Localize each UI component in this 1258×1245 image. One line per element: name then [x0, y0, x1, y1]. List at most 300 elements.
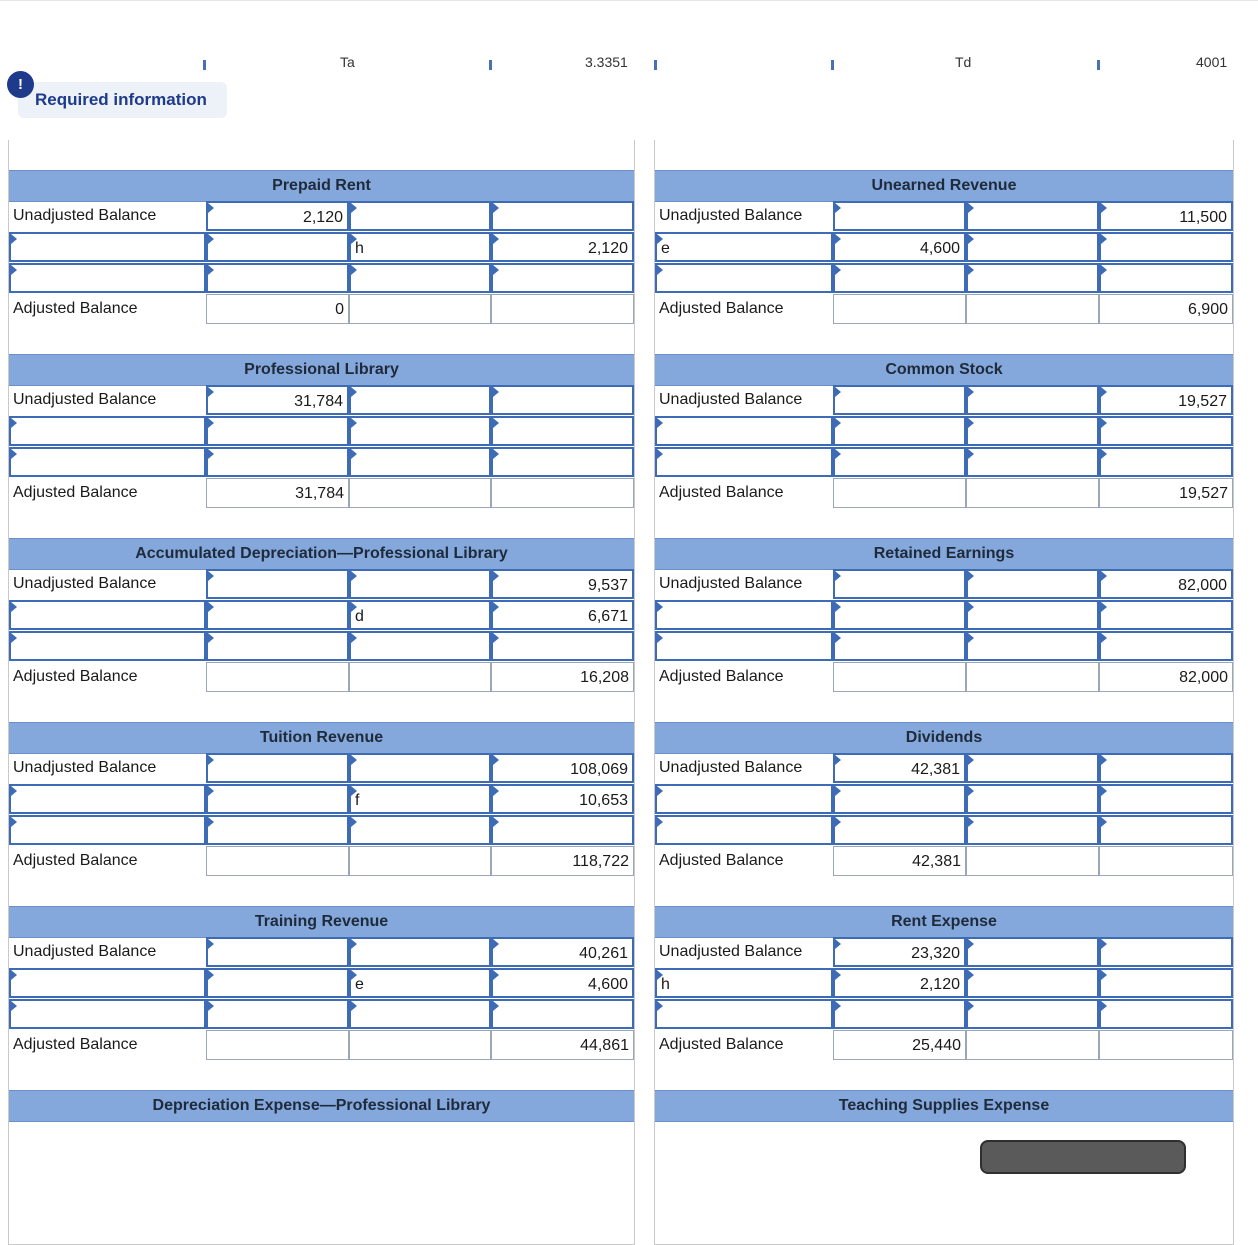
- debit-cell: 31,784: [206, 478, 349, 508]
- reference-cell[interactable]: [966, 447, 1099, 477]
- row-label: Adjusted Balance: [659, 300, 784, 317]
- dropdown-marker-icon: [835, 817, 841, 827]
- cut-tick: [203, 60, 206, 70]
- cut-tick: [831, 60, 834, 70]
- credit-cell[interactable]: [1099, 600, 1233, 630]
- cut-text: Td: [955, 54, 972, 70]
- debit-cell[interactable]: [206, 968, 349, 998]
- credit-cell-text: 6,671: [587, 608, 628, 625]
- row-label: Adjusted Balance: [13, 484, 138, 501]
- debit-cell-text: 31,784: [294, 393, 343, 410]
- ledger-row: [9, 999, 634, 1029]
- dropdown-marker-icon: [968, 602, 974, 612]
- debit-cell[interactable]: [833, 600, 966, 630]
- ledger-row: [655, 385, 1233, 415]
- dropdown-marker-icon: [968, 970, 974, 980]
- credit-cell: [491, 478, 634, 508]
- credit-cell: [1099, 846, 1233, 876]
- ledger-row: [655, 263, 1233, 293]
- dropdown-marker-icon: [11, 1001, 17, 1011]
- dropdown-marker-icon: [835, 571, 841, 581]
- dropdown-marker-icon: [493, 203, 499, 213]
- row-label: Adjusted Balance: [659, 1036, 784, 1053]
- row-label[interactable]: [9, 784, 206, 814]
- dropdown-marker-icon: [351, 602, 357, 612]
- row-label[interactable]: [655, 784, 833, 814]
- row-label-text: e: [661, 240, 670, 257]
- dropdown-marker-icon: [493, 449, 499, 459]
- ledger-row: [9, 631, 634, 661]
- reference-cell: [349, 846, 491, 876]
- reference-cell[interactable]: [966, 968, 1099, 998]
- dropdown-marker-icon: [11, 970, 17, 980]
- dropdown-marker-icon: [1101, 817, 1107, 827]
- row-label[interactable]: [655, 999, 833, 1029]
- credit-cell[interactable]: [1099, 815, 1233, 845]
- cut-tick: [489, 60, 492, 70]
- row-label: Unadjusted Balance: [13, 943, 157, 960]
- row-label: Adjusted Balance: [13, 852, 138, 869]
- ledger-row: [655, 201, 1233, 231]
- credit-cell[interactable]: [1099, 385, 1233, 415]
- account-title: Prepaid Rent: [9, 170, 634, 202]
- reference-cell[interactable]: [966, 416, 1099, 446]
- account-title: Teaching Supplies Expense: [655, 1090, 1233, 1122]
- dropdown-marker-icon: [657, 817, 663, 827]
- dropdown-marker-icon: [835, 633, 841, 643]
- dropdown-marker-icon: [11, 786, 17, 796]
- next-button[interactable]: [980, 1140, 1186, 1174]
- dropdown-marker-icon: [493, 265, 499, 275]
- dropdown-marker-icon: [968, 418, 974, 428]
- ledger-row: [9, 815, 634, 845]
- row-label: Unadjusted Balance: [659, 207, 803, 224]
- row-label[interactable]: [9, 600, 206, 630]
- ledger-row: [655, 968, 1233, 998]
- dropdown-marker-icon: [968, 755, 974, 765]
- row-label[interactable]: [9, 815, 206, 845]
- debit-cell-text: 2,120: [302, 209, 343, 226]
- debit-cell[interactable]: [206, 631, 349, 661]
- ledger-account: [9, 1060, 634, 1244]
- reference-cell[interactable]: [349, 416, 491, 446]
- row-label[interactable]: [9, 416, 206, 446]
- dropdown-marker-icon: [1101, 602, 1107, 612]
- row-label: Adjusted Balance: [13, 300, 138, 317]
- dropdown-marker-icon: [835, 418, 841, 428]
- cut-text: 4001: [1196, 54, 1228, 70]
- credit-cell[interactable]: [1099, 968, 1233, 998]
- dropdown-marker-icon: [208, 418, 214, 428]
- reference-cell: [349, 478, 491, 508]
- credit-cell[interactable]: [491, 784, 634, 814]
- reference-cell[interactable]: [349, 631, 491, 661]
- dropdown-marker-icon: [968, 265, 974, 275]
- debit-cell: 42,381: [833, 846, 966, 876]
- dropdown-marker-icon: [1101, 203, 1107, 213]
- credit-cell-text: 40,261: [579, 945, 628, 962]
- dropdown-marker-icon: [968, 939, 974, 949]
- debit-cell[interactable]: [206, 753, 349, 783]
- reference-cell[interactable]: [966, 569, 1099, 599]
- credit-cell-text: 11,500: [1179, 209, 1227, 226]
- reference-cell[interactable]: [966, 600, 1099, 630]
- debit-cell[interactable]: [206, 999, 349, 1029]
- dropdown-marker-icon: [835, 203, 841, 213]
- debit-cell[interactable]: [206, 815, 349, 845]
- reference-cell[interactable]: [349, 232, 491, 262]
- row-label: Unadjusted Balance: [13, 391, 157, 408]
- row-label: Adjusted Balance: [659, 668, 784, 685]
- reference-cell[interactable]: [966, 937, 1099, 967]
- reference-cell[interactable]: [349, 753, 491, 783]
- debit-cell[interactable]: [833, 815, 966, 845]
- debit-cell[interactable]: [206, 201, 349, 231]
- credit-cell: [1099, 1030, 1233, 1060]
- credit-cell: [491, 294, 634, 324]
- row-label[interactable]: [9, 232, 206, 262]
- credit-cell[interactable]: [1099, 263, 1233, 293]
- account-title: Tuition Revenue: [9, 722, 634, 754]
- ledger-account: [655, 876, 1233, 1060]
- debit-cell[interactable]: [206, 416, 349, 446]
- account-title: Common Stock: [655, 354, 1233, 386]
- row-label[interactable]: [655, 968, 833, 998]
- dropdown-marker-icon: [968, 817, 974, 827]
- dropdown-marker-icon: [208, 786, 214, 796]
- account-title: Depreciation Expense—Professional Library: [9, 1090, 634, 1122]
- dropdown-marker-icon: [968, 449, 974, 459]
- ledger-row: [9, 569, 634, 599]
- debit-cell[interactable]: [833, 753, 966, 783]
- row-label[interactable]: [9, 447, 206, 477]
- dropdown-marker-icon: [208, 571, 214, 581]
- ledger-row: [9, 753, 634, 783]
- credit-cell: 16,208: [491, 662, 634, 692]
- dropdown-marker-icon: [493, 633, 499, 643]
- debit-cell[interactable]: [833, 263, 966, 293]
- ledger-row: [9, 416, 634, 446]
- credit-cell: 19,527: [1099, 478, 1233, 508]
- debit-cell[interactable]: [833, 447, 966, 477]
- reference-cell[interactable]: [349, 600, 491, 630]
- ledger-row: [9, 263, 634, 293]
- credit-cell-text: 4,600: [587, 976, 628, 993]
- row-label: Unadjusted Balance: [13, 207, 157, 224]
- reference-cell[interactable]: [966, 753, 1099, 783]
- debit-cell[interactable]: [206, 784, 349, 814]
- dropdown-marker-icon: [493, 234, 499, 244]
- required-info-label[interactable]: Required information: [35, 90, 207, 109]
- reference-cell[interactable]: [966, 631, 1099, 661]
- dropdown-marker-icon: [11, 633, 17, 643]
- dropdown-marker-icon: [11, 817, 17, 827]
- dropdown-marker-icon: [208, 1001, 214, 1011]
- ledger-row: [9, 937, 634, 967]
- dropdown-marker-icon: [657, 234, 663, 244]
- reference-cell[interactable]: [966, 232, 1099, 262]
- dropdown-marker-icon: [1101, 234, 1107, 244]
- credit-cell[interactable]: [1099, 999, 1233, 1029]
- dropdown-marker-icon: [1101, 786, 1107, 796]
- dropdown-marker-icon: [835, 786, 841, 796]
- dropdown-marker-icon: [657, 1001, 663, 1011]
- dropdown-marker-icon: [835, 234, 841, 244]
- dropdown-marker-icon: [968, 571, 974, 581]
- ledger-row: [9, 662, 634, 692]
- dropdown-marker-icon: [1101, 1001, 1107, 1011]
- dropdown-marker-icon: [968, 234, 974, 244]
- ledger-row: [9, 784, 634, 814]
- reference-cell[interactable]: [966, 201, 1099, 231]
- debit-cell[interactable]: [833, 385, 966, 415]
- debit-cell-text: 23,320: [911, 945, 960, 962]
- ledger-row: [9, 968, 634, 998]
- reference-cell[interactable]: [966, 999, 1099, 1029]
- credit-cell[interactable]: [1099, 937, 1233, 967]
- ledger-account: [9, 140, 634, 324]
- row-label[interactable]: [9, 968, 206, 998]
- ledger-row: [655, 999, 1233, 1029]
- debit-cell[interactable]: [833, 416, 966, 446]
- dropdown-marker-icon: [1101, 633, 1107, 643]
- ledger-account: [9, 692, 634, 876]
- credit-cell[interactable]: [491, 232, 634, 262]
- top-divider: [0, 0, 1258, 1]
- dropdown-marker-icon: [1101, 449, 1107, 459]
- reference-cell[interactable]: [349, 263, 491, 293]
- reference-cell[interactable]: [349, 447, 491, 477]
- cut-tick: [654, 60, 657, 70]
- ledger-row: [9, 600, 634, 630]
- row-label[interactable]: [655, 263, 833, 293]
- dropdown-marker-icon: [208, 265, 214, 275]
- account-title: Retained Earnings: [655, 538, 1233, 570]
- debit-cell: [833, 294, 966, 324]
- ledger-row: [655, 753, 1233, 783]
- dropdown-marker-icon: [351, 755, 357, 765]
- debit-cell[interactable]: [833, 937, 966, 967]
- ledger-row: [655, 232, 1233, 262]
- row-label[interactable]: [9, 631, 206, 661]
- ledger-account: [9, 876, 634, 1060]
- ledger-account: [9, 508, 634, 692]
- dropdown-marker-icon: [968, 387, 974, 397]
- reference-cell: [349, 294, 491, 324]
- reference-cell[interactable]: [349, 937, 491, 967]
- reference-cell[interactable]: [349, 569, 491, 599]
- reference-cell[interactable]: [966, 815, 1099, 845]
- credit-cell[interactable]: [491, 815, 634, 845]
- reference-cell[interactable]: [966, 784, 1099, 814]
- credit-cell[interactable]: [491, 447, 634, 477]
- dropdown-marker-icon: [493, 418, 499, 428]
- debit-cell: [206, 662, 349, 692]
- ledger-account: [655, 140, 1233, 324]
- reference-cell[interactable]: [349, 201, 491, 231]
- credit-cell[interactable]: [1099, 569, 1233, 599]
- dropdown-marker-icon: [968, 786, 974, 796]
- dropdown-marker-icon: [351, 265, 357, 275]
- credit-cell[interactable]: [491, 385, 634, 415]
- credit-cell[interactable]: [491, 201, 634, 231]
- debit-cell[interactable]: [833, 569, 966, 599]
- credit-cell[interactable]: [491, 569, 634, 599]
- reference-cell[interactable]: [966, 385, 1099, 415]
- dropdown-marker-icon: [11, 265, 17, 275]
- debit-cell[interactable]: [206, 263, 349, 293]
- row-label[interactable]: [655, 416, 833, 446]
- dropdown-marker-icon: [208, 203, 214, 213]
- dropdown-marker-icon: [1101, 387, 1107, 397]
- credit-cell[interactable]: [1099, 232, 1233, 262]
- ledger-row: [655, 569, 1233, 599]
- ledger-row: [9, 294, 634, 324]
- reference-cell[interactable]: [349, 815, 491, 845]
- cut-tick: [1097, 60, 1100, 70]
- dropdown-marker-icon: [351, 633, 357, 643]
- credit-cell[interactable]: [1099, 447, 1233, 477]
- credit-cell-text: 108,069: [570, 761, 628, 778]
- debit-cell[interactable]: [833, 232, 966, 262]
- credit-cell[interactable]: [491, 937, 634, 967]
- credit-cell[interactable]: [1099, 753, 1233, 783]
- row-label[interactable]: [655, 232, 833, 262]
- dropdown-marker-icon: [835, 1001, 841, 1011]
- ledger-account: [655, 692, 1233, 876]
- ledger-row: [9, 1030, 634, 1060]
- cut-text: Ta: [340, 54, 355, 70]
- debit-cell[interactable]: [206, 600, 349, 630]
- dropdown-marker-icon: [835, 755, 841, 765]
- credit-cell[interactable]: [1099, 784, 1233, 814]
- debit-cell: 0: [206, 294, 349, 324]
- reference-cell: [966, 478, 1099, 508]
- dropdown-marker-icon: [493, 817, 499, 827]
- ledger-row: [655, 294, 1233, 324]
- ledger-row: [655, 937, 1233, 967]
- debit-cell[interactable]: [206, 447, 349, 477]
- dropdown-marker-icon: [11, 449, 17, 459]
- dropdown-marker-icon: [208, 449, 214, 459]
- credit-cell[interactable]: [491, 600, 634, 630]
- dropdown-marker-icon: [493, 755, 499, 765]
- debit-cell-text: 2,120: [919, 976, 960, 993]
- credit-cell[interactable]: [491, 753, 634, 783]
- row-label[interactable]: [655, 815, 833, 845]
- debit-cell: [833, 662, 966, 692]
- reference-cell[interactable]: [349, 999, 491, 1029]
- ledger-row: [655, 846, 1233, 876]
- reference-cell[interactable]: [349, 784, 491, 814]
- dropdown-marker-icon: [351, 449, 357, 459]
- dropdown-marker-icon: [208, 970, 214, 980]
- row-label-text: h: [661, 976, 670, 993]
- dropdown-marker-icon: [493, 970, 499, 980]
- credit-cell[interactable]: [491, 968, 634, 998]
- credit-cell[interactable]: [1099, 631, 1233, 661]
- row-label: Adjusted Balance: [13, 668, 138, 685]
- dropdown-marker-icon: [208, 234, 214, 244]
- row-label: Unadjusted Balance: [659, 759, 803, 776]
- credit-cell-text: 19,527: [1178, 393, 1227, 410]
- debit-cell[interactable]: [833, 784, 966, 814]
- debit-cell[interactable]: [206, 569, 349, 599]
- ledger-row: [9, 232, 634, 262]
- row-label: Unadjusted Balance: [659, 391, 803, 408]
- credit-cell-text: 10,653: [579, 792, 628, 809]
- debit-cell: [206, 846, 349, 876]
- dropdown-marker-icon: [835, 602, 841, 612]
- dropdown-marker-icon: [657, 418, 663, 428]
- ledger-row: [655, 815, 1233, 845]
- credit-cell: 44,861: [491, 1030, 634, 1060]
- credit-cell[interactable]: [491, 416, 634, 446]
- credit-cell: 6,900: [1099, 294, 1233, 324]
- dropdown-marker-icon: [657, 265, 663, 275]
- row-label: Adjusted Balance: [13, 1036, 138, 1053]
- debit-cell-text: 42,381: [911, 761, 960, 778]
- debit-cell[interactable]: [206, 232, 349, 262]
- credit-cell[interactable]: [1099, 416, 1233, 446]
- dropdown-marker-icon: [657, 602, 663, 612]
- reference-cell[interactable]: [349, 968, 491, 998]
- debit-cell[interactable]: [206, 937, 349, 967]
- ledger-row: [9, 447, 634, 477]
- dropdown-marker-icon: [835, 387, 841, 397]
- row-label: Adjusted Balance: [659, 852, 784, 869]
- row-label[interactable]: [9, 999, 206, 1029]
- credit-cell: 118,722: [491, 846, 634, 876]
- row-label: Unadjusted Balance: [13, 575, 157, 592]
- dropdown-marker-icon: [208, 387, 214, 397]
- reference-cell-text: f: [355, 792, 360, 809]
- account-title: Professional Library: [9, 354, 634, 386]
- debit-cell[interactable]: [833, 999, 966, 1029]
- row-label[interactable]: [655, 600, 833, 630]
- ledger-row: [655, 447, 1233, 477]
- reference-cell[interactable]: [349, 385, 491, 415]
- debit-cell[interactable]: [833, 201, 966, 231]
- row-label: Adjusted Balance: [659, 484, 784, 501]
- debit-cell[interactable]: [833, 631, 966, 661]
- debit-cell[interactable]: [833, 968, 966, 998]
- reference-cell-text: h: [355, 240, 364, 257]
- dropdown-marker-icon: [968, 633, 974, 643]
- dropdown-marker-icon: [351, 970, 357, 980]
- credit-cell-text: 82,000: [1178, 577, 1227, 594]
- row-label[interactable]: [655, 447, 833, 477]
- dropdown-marker-icon: [835, 449, 841, 459]
- credit-cell[interactable]: [491, 263, 634, 293]
- reference-cell-text: e: [355, 976, 364, 993]
- reference-cell[interactable]: [966, 263, 1099, 293]
- dropdown-marker-icon: [351, 1001, 357, 1011]
- dropdown-marker-icon: [11, 234, 17, 244]
- credit-cell[interactable]: [491, 999, 634, 1029]
- dropdown-marker-icon: [1101, 571, 1107, 581]
- account-title: Dividends: [655, 722, 1233, 754]
- row-label[interactable]: [9, 263, 206, 293]
- account-title: Rent Expense: [655, 906, 1233, 938]
- credit-cell[interactable]: [1099, 201, 1233, 231]
- row-label[interactable]: [655, 631, 833, 661]
- credit-cell[interactable]: [491, 631, 634, 661]
- dropdown-marker-icon: [493, 786, 499, 796]
- debit-cell[interactable]: [206, 385, 349, 415]
- dropdown-marker-icon: [1101, 265, 1107, 275]
- dropdown-marker-icon: [351, 387, 357, 397]
